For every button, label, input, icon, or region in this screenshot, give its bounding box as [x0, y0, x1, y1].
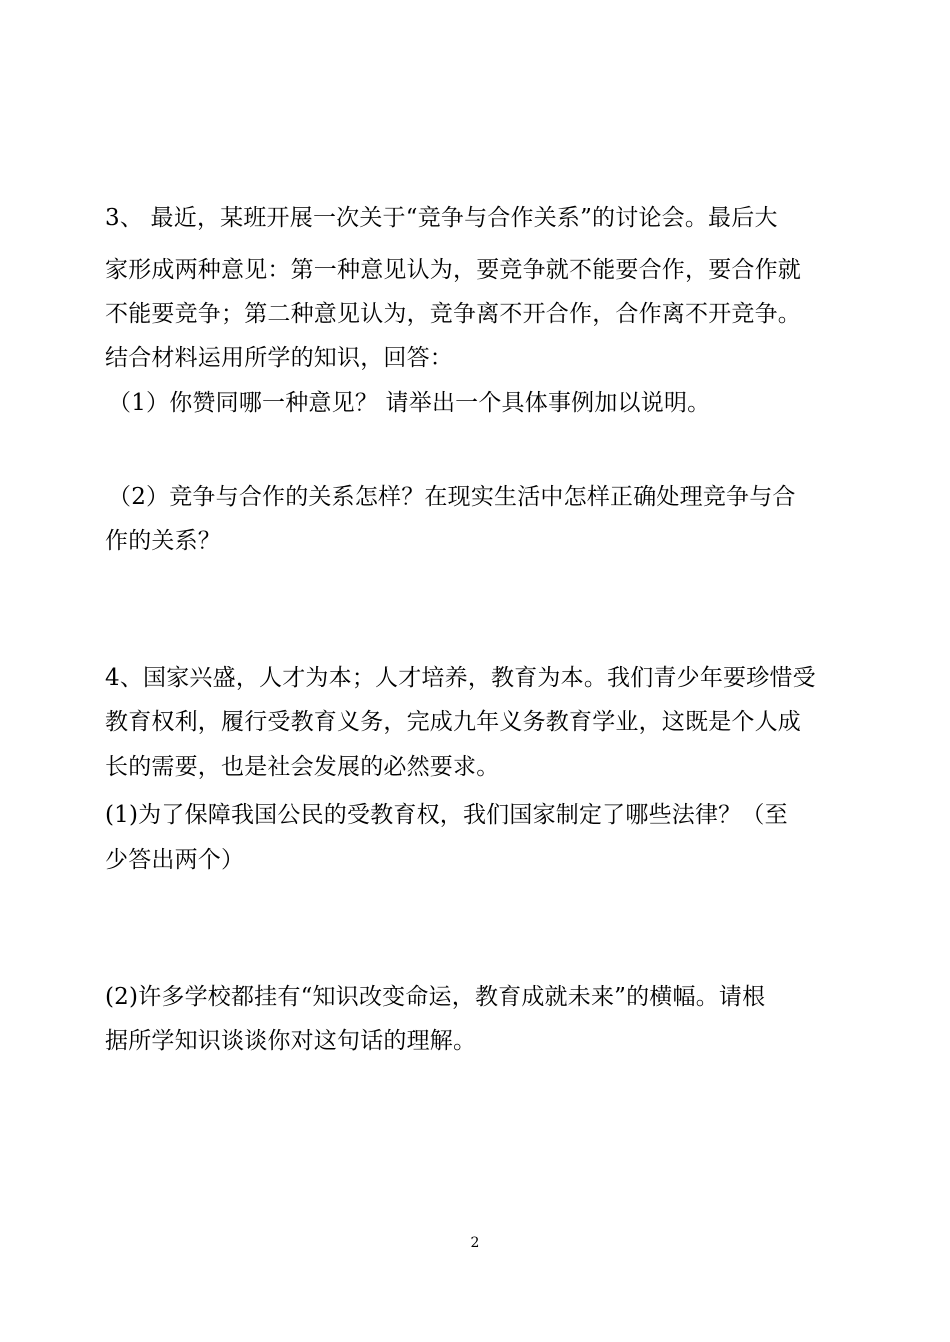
- question-3-sub-1-line-1: （1）你赞同哪一种意见？ 请举出一个具体事例加以说明。: [108, 390, 711, 416]
- question-3-line-1: 3、 最近，某班开展一次关于“竞争与合作关系”的讨论会。最后大: [105, 205, 778, 231]
- question-3-line-2: 家形成两种意见：第一种意见认为，要竞争就不能要合作，要合作就: [105, 257, 801, 283]
- question-4-sub-2-line-1: (2)许多学校都挂有“知识改变命运，教育成就未来”的横幅。请根: [105, 984, 766, 1010]
- question-3-sub-2-line-1: （2）竞争与合作的关系怎样？在现实生活中怎样正确处理竞争与合: [108, 484, 796, 510]
- page-number: 2: [470, 1235, 480, 1251]
- question-3-line-4: 结合材料运用所学的知识，回答：: [105, 345, 453, 371]
- question-3-line-3: 不能要竞争；第二种意见认为，竞争离不开合作，合作离不开竞争。: [105, 301, 801, 327]
- question-4-sub-1-line-2: 少答出两个）: [105, 847, 245, 873]
- question-4-sub-2-line-2: 据所学知识谈谈你对这句话的理解。: [105, 1028, 477, 1054]
- question-4-line-1: 4、国家兴盛，人才为本；人才培养，教育为本。我们青少年要珍惜受: [105, 665, 816, 691]
- question-4-line-3: 长的需要，也是社会发展的必然要求。: [105, 754, 500, 780]
- question-4-line-2: 教育权利，履行受教育义务，完成九年义务教育学业，这既是个人成: [105, 709, 801, 735]
- question-4-sub-1-line-1: (1)为了保障我国公民的受教育权，我们国家制定了哪些法律？（至: [105, 802, 788, 828]
- question-3-sub-2-line-2: 作的关系？: [105, 528, 221, 554]
